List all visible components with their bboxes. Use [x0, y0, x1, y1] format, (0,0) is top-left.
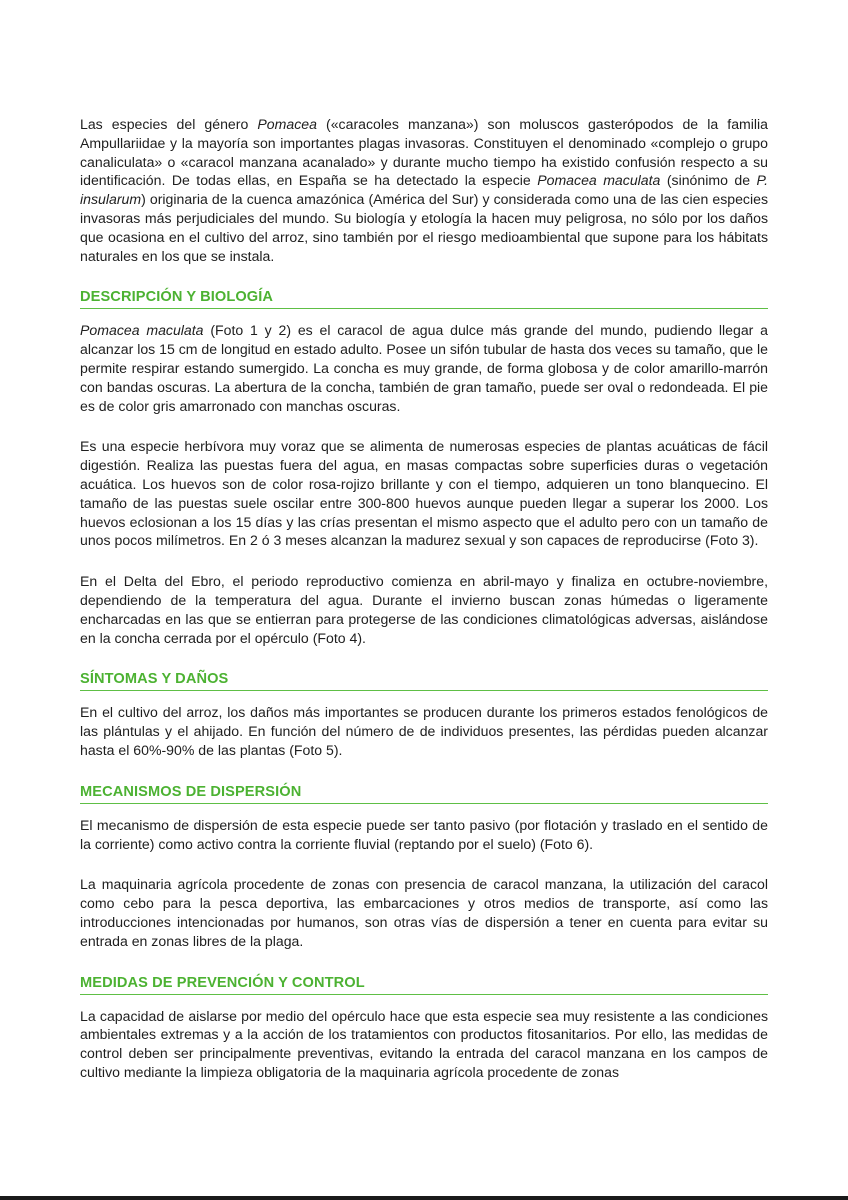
intro-text-1: Las especies del género: [80, 116, 258, 132]
sintomas-paragraph-1: En el cultivo del arroz, los daños más importantes se producen durante los primeros estados fenológicos de las plántulas y el ahijado. En función del número de de individuos presentes, las pérdidas pueden alcanzar hasta el 60%-90% de las plantas (Foto 5).: [80, 704, 768, 758]
heading-sintomas-danos: SÍNTOMAS Y DAÑOS: [80, 669, 768, 691]
intro-text-4: ) originaria de la cuenca amazónica (América del Sur) y considerada como una de las cien especies invasoras más perjudiciales del mundo. Su biología y etología la hacen muy peligrosa, no sólo por los daños que ocasiona en el cultivo del arroz, sino también por el riesgo medioambiental que supone para los hábitats naturales en los que se instala.: [80, 191, 768, 264]
dispersion-paragraph-2: La maquinaria agrícola procedente de zonas con presencia de caracol manzana, la utilización del caracol como cebo para la pesca deportiva, las embarcaciones y otros medios de transporte, así como las introducciones intencionadas por humanos, son otras vías de dispersión a tener en cuenta para evitar su entrada en zonas libres de la plaga.: [80, 876, 768, 949]
descripcion-text: (Foto 1 y 2) es el caracol de agua dulce más grande del mundo, pudiendo llegar a alcanzar los 15 cm de longitud en estado adulto. Posee un sifón tubular de hasta dos veces su tamaño, que le permite respirar estando sumergido. La concha es muy grande, de forma globosa y de color amarillo-marrón con bandas oscuras. La abertura de la concha, también de gran tamaño, puede ser oval o redondeada. El pie es de color gris amarronado con manchas oscuras.: [80, 322, 768, 414]
genus-name: Pomacea: [257, 116, 317, 132]
document-body: [80, 115, 768, 1104]
synonym-name: P. insularum: [80, 172, 769, 208]
page-bottom-border: [0, 1196, 848, 1200]
heading-mecanismos-dispersion: MECANISMOS DE DISPERSIÓN: [80, 782, 768, 804]
dispersion-paragraph-1: El mecanismo de dispersión de esta especie puede ser tanto pasivo (por flotación y traslado en el sentido de la corriente) como activo contra la corriente fluvial (reptando por el suelo) (Foto 6).: [80, 816, 768, 852]
heading-descripcion-biologia: DESCRIPCIÓN Y BIOLOGÍA: [80, 287, 768, 309]
intro-text-2: («caracoles manzana») son moluscos gasterópodos de la familia Ampullariidae y la mayoría son importantes plagas invasoras. Constituyen el denominado «complejo o grupo canaliculata» o «caracol manzana acanalado» y durante mucho tiempo ha existido confusión respecto a su identificación. De todas ellas, en España se ha detectado la especie: [80, 116, 768, 189]
heading-medidas-prevencion-control: MEDIDAS DE PREVENCIÓN Y CONTROL: [80, 973, 768, 995]
descripcion-paragraph-2: Es una especie herbívora muy voraz que se alimenta de numerosas especies de plantas acuáticas de fácil digestión. Realiza las puestas fuera del agua, en masas compactas sobre superficies duras o vegetación acuática. Los huevos son de color rosa-rojizo brillante y con el tiempo, adquieren un tono blanquecino. El tamaño de las puestas suele oscilar entre 300-800 huevos aunque pueden llegar a superar los 2000. Los huevos eclosionan a los 15 días y las crías presentan el mismo aspecto que el adulto pero con un tamaño de unos pocos milímetros. En 2 ó 3 meses alcanzan la madurez sexual y son capaces de reproducirse (Foto 3).: [80, 438, 768, 549]
descripcion-paragraph-1: [80, 321, 768, 415]
descripcion-paragraph-3: En el Delta del Ebro, el periodo reproductivo comienza en abril-mayo y finaliza en octubre-noviembre, dependiendo de la temperatura del agua. Durante el invierno buscan zonas húmedas o ligeramente encharcadas en las que se entierran para protegerse de las condiciones climatológicas adversas, aislándose en la concha cerrada por el opérculo (Foto 4).: [80, 573, 768, 646]
prevencion-paragraph-1: La capacidad de aislarse por medio del opérculo hace que esta especie sea muy resistente a las condiciones ambientales extremas y a la acción de los tratamientos con productos fitosanitarios. Por ello, las medidas de control deben ser principalmente preventivas, evitando la entrada del caracol manzana en los campos de cultivo mediante la limpieza obligatoria de la maquinaria agrícola procedente de zonas: [80, 1007, 768, 1080]
intro-text-3: (sinónimo de: [660, 172, 757, 189]
species-name-italic: Pomacea maculata: [80, 322, 204, 339]
species-name: Pomacea maculata: [537, 172, 661, 189]
intro-paragraph: [80, 115, 768, 265]
